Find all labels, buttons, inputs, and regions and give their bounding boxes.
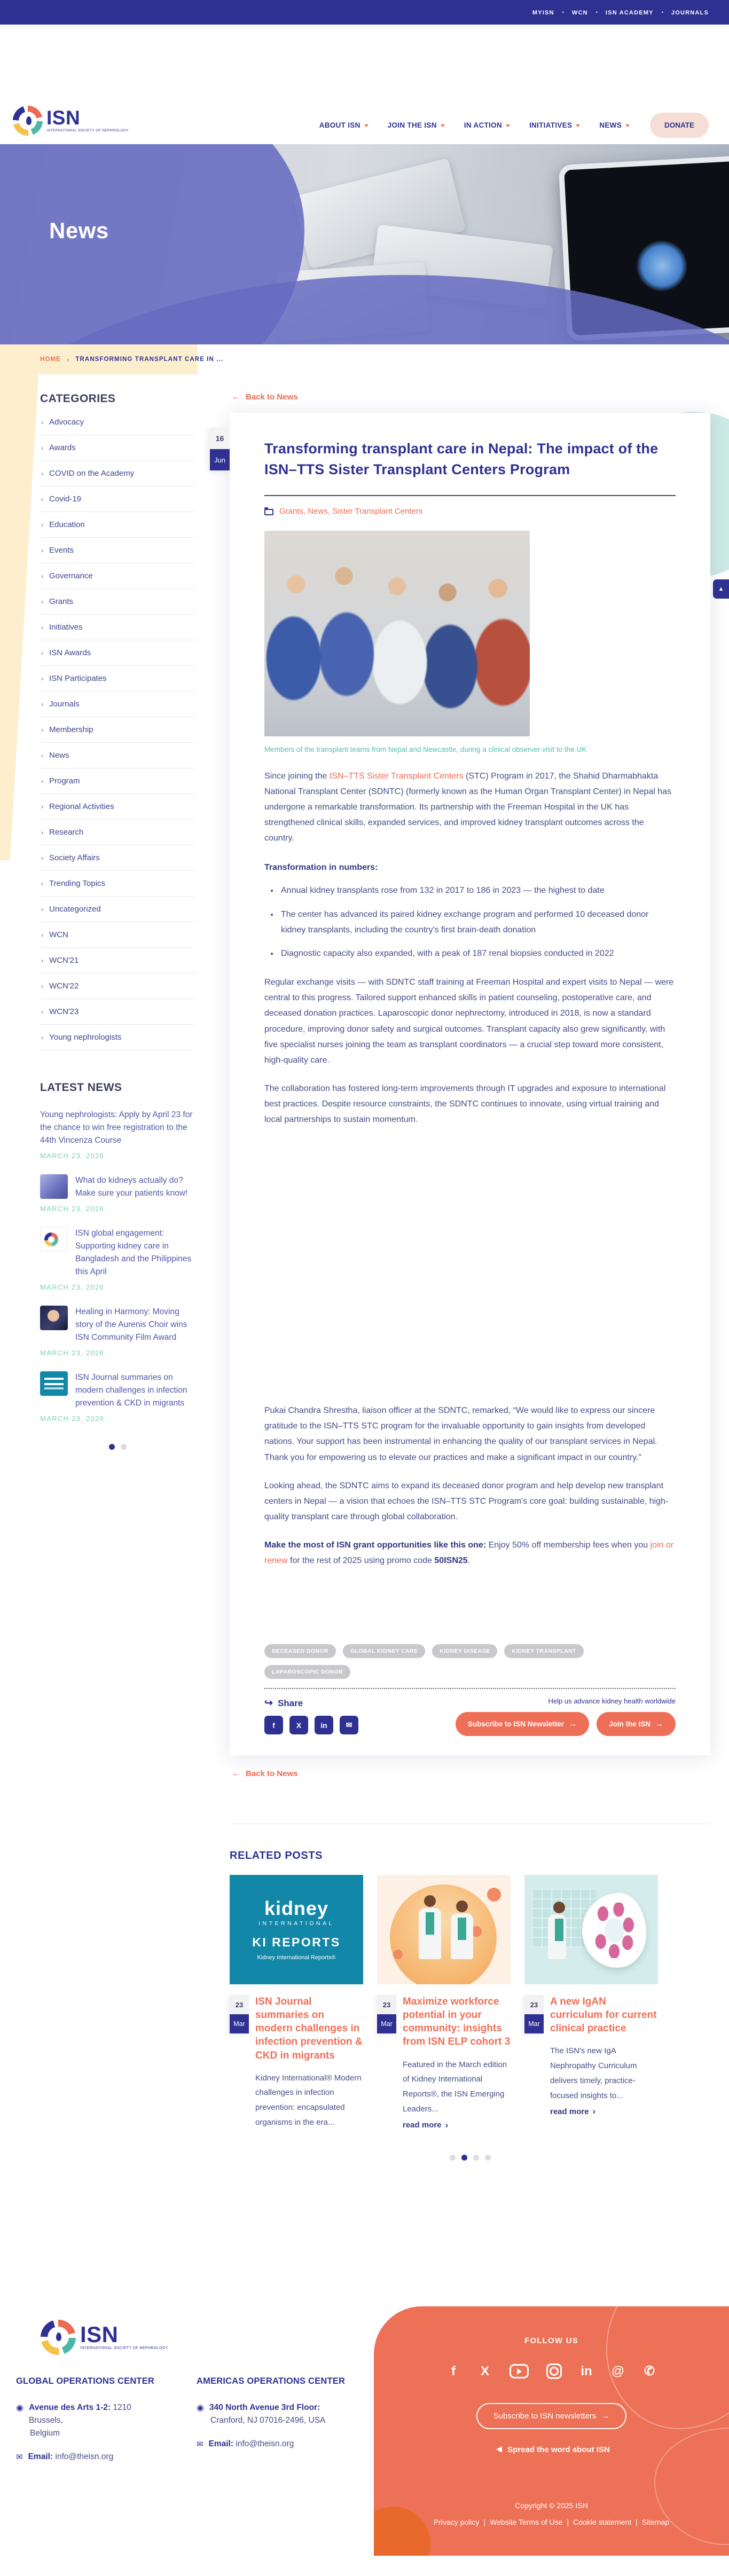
related-date-badge: [377, 1995, 396, 2033]
share-facebook-icon[interactable]: f: [264, 1716, 283, 1734]
numbers-bullet: • Diagnostic capacity also expanded, with a peak of 187 renal biopsies conducted in 2022: [279, 946, 676, 962]
sidebar-item-trending-topics[interactable]: [40, 871, 195, 897]
utility-link: [572, 7, 588, 17]
article-date-day: 16: [210, 428, 230, 449]
envelope-icon: ✉: [197, 2440, 203, 2449]
share-row: [264, 1689, 676, 1741]
isn-logo-text: [80, 2321, 168, 2350]
chevron-right-icon: ›: [41, 931, 43, 939]
email-row: [16, 2452, 167, 2462]
related-post-excerpt: Featured in the March edition of Kidney International Reports®, the ISN Emerging Leaders...: [403, 2060, 507, 2114]
chevron-right-icon: ›: [41, 700, 43, 708]
promo-text: for the rest of 2025 using promo code: [287, 1556, 435, 1566]
article-date-badge: [210, 428, 230, 470]
logo-wordmark: ISN: [46, 107, 81, 129]
footer-left: [0, 2230, 352, 2462]
sidebar-item-events[interactable]: [40, 538, 195, 563]
sidebar: [40, 391, 195, 2166]
categories-heading: CATEGORIES: [40, 392, 116, 405]
article-paragraph: Regular exchange visits — with SDNTC staff training at Freeman Hospital and expert visits to Nepal — were central to this progress. Tailored support enhanced skills in patient counseling, postoperative care, and deceased donation practices. Laparoscopic donor nephrectomy, introduced in 2018, is now a standard procedure, improving donor safety and surgical outcomes. Transplant capacity also grew significantly, with five specialist nurses joining the team as transplant coordinators — a crucial step toward more consistent, high-quality care.: [264, 978, 674, 1065]
related-date-badge: [230, 1995, 249, 2033]
news-thumbnail: [40, 1174, 68, 1199]
tag-pill[interactable]: KIDNEY DISEASE: [432, 1644, 497, 1658]
embed-placeholder: [264, 1140, 676, 1390]
scroll-to-top-button[interactable]: ▲: [713, 579, 729, 599]
footer-x-icon[interactable]: X: [480, 2363, 489, 2378]
category-label: Uncategorized: [49, 905, 101, 914]
nav-item-label: JOIN THE ISN: [387, 121, 437, 129]
category-label: Young nephrologists: [49, 1033, 122, 1042]
news-item-date: MARCH 23, 2026: [40, 1283, 105, 1292]
utility-nav: [0, 0, 729, 25]
sidebar-item-society-affairs[interactable]: [40, 845, 195, 871]
photo-caption: Members of the transplant teams from Nepal and Newcastle, during a clinical observer visit to the UK: [264, 745, 587, 754]
category-label: WCN'21: [49, 956, 79, 965]
logo-tagline: INTERNATIONAL SOCIETY OF NEPHROLOGY: [80, 2346, 168, 2350]
category-label: Trending Topics: [49, 879, 106, 888]
article-categories-row: [264, 507, 676, 516]
news-item-title: Young nephrologists: Apply by April 23 for the chance to win free registration to the 44th Vincenza Course: [40, 1110, 193, 1145]
spread-word-link[interactable]: [374, 2445, 729, 2454]
share-block: [264, 1697, 358, 1734]
nav-item-label: NEWS: [599, 121, 622, 129]
carousel-dot[interactable]: [473, 2155, 479, 2161]
doctor-figure: [419, 1908, 441, 1959]
category-label: Program: [49, 776, 80, 786]
footer-instagram-icon[interactable]: [546, 2363, 562, 2379]
utility-link: [671, 7, 709, 17]
center-heading: AMERICAS OPERATIONS CENTER: [197, 2376, 346, 2386]
category-label: Advocacy: [49, 418, 84, 427]
article-photo: [264, 531, 530, 736]
utility-separator-icon: •: [661, 10, 663, 15]
related-post-title[interactable]: A new IgAN curriculum for current clinical practice: [550, 1996, 657, 2035]
numbers-bullet-list: [264, 883, 676, 962]
isn-logo[interactable]: [13, 106, 129, 136]
related-date-badge: [524, 1995, 544, 2033]
email-text: Email: info@theisn.org: [28, 2452, 114, 2462]
tag-pill[interactable]: KIDNEY TRANSPLANT: [504, 1644, 583, 1658]
utility-link: [606, 7, 654, 17]
image-text: Kidney International Reports®: [257, 1954, 336, 1961]
article-column: [214, 391, 710, 2166]
nav-item-label: INITIATIVES: [529, 121, 573, 129]
promo-text: .: [467, 1556, 471, 1566]
image-text: INTERNATIONAL: [258, 1920, 334, 1927]
latest-news-heading: LATEST NEWS: [40, 1081, 122, 1094]
related-date-day: 23: [377, 1995, 396, 2014]
location-pin-icon: ◉: [16, 2403, 23, 2413]
address-text: 340 North Avenue 3rd Floor:: [209, 2402, 320, 2412]
share-x-icon[interactable]: X: [289, 1716, 308, 1734]
related-post-card[interactable]: [524, 1875, 658, 2133]
latest-news-list: [40, 1109, 195, 1423]
related-post-image: [377, 1875, 511, 1984]
chevron-right-icon: ›: [41, 623, 43, 631]
operations-centers: [16, 2376, 352, 2462]
chevron-right-icon: ›: [41, 521, 43, 529]
sidebar-item-initiatives[interactable]: [40, 615, 195, 640]
utility-links: [532, 7, 709, 17]
email-row: [197, 2439, 347, 2449]
chevron-right-icon: ›: [41, 751, 43, 759]
address-line2: Belgium: [30, 2429, 60, 2438]
footer-whatsapp-icon[interactable]: ✆: [644, 2364, 655, 2379]
legal-link-cookie-statement[interactable]: Cookie statement: [573, 2517, 632, 2526]
share-icon: ↪: [264, 1698, 273, 1709]
image-text: KI REPORTS: [252, 1935, 341, 1949]
related-date-day: 23: [524, 1995, 544, 2014]
article-paragraph: Looking ahead, the SDNTC aims to expand its deceased donor program and help develop new transplant centers in Nepal — a vision that echoes the ISN–TTS STC Program's core goal: building sustainable, high-quality transplant care through global collaboration.: [264, 1481, 669, 1521]
envelope-icon: ✉: [16, 2453, 23, 2462]
doctor-figure: [548, 1914, 566, 1959]
join-isn-button[interactable]: Join the ISN →: [597, 1712, 676, 1736]
article-card: [214, 413, 710, 1755]
site-footer: [0, 2230, 729, 2576]
related-date-day: 23: [230, 1995, 249, 2014]
breadcrumb-bar: [0, 344, 729, 374]
paragraph-text: (STC) Program in 2017, the Shahid Dharmabhakta National Transplant Center (SDNTC) (formerly known as the Human Organ Transplant Center) in Nepal has undergone a remarkable transformation. Its partnership with the Freeman Hospital in the UK has strengthened clinical skills, expanded services, and improved kidney transplant outcomes across the country.: [264, 771, 672, 843]
article-date-month: Jun: [210, 449, 230, 470]
utility-link-myisn[interactable]: MYISN: [532, 10, 554, 16]
legal-separator: |: [483, 2517, 486, 2526]
sidebar-item-advocacy[interactable]: [40, 410, 195, 435]
chevron-down-icon: [364, 124, 369, 127]
chevron-right-icon: ›: [41, 854, 43, 862]
doctor-figure: [451, 1913, 473, 1959]
follow-us-heading: FOLLOW US: [524, 2336, 578, 2345]
sidebar-item-wcn[interactable]: [40, 922, 195, 948]
article-paragraph: The collaboration has fostered long-term improvements through IT upgrades and exposure to international best practices. Despite resource constraints, the SDNTC continues to innovate, using virtual training and local partnerships to sustain momentum.: [264, 1083, 666, 1125]
sidebar-item-grants[interactable]: [40, 589, 195, 615]
nav-item-initiatives[interactable]: [529, 121, 580, 129]
news-item-date: MARCH 23, 2026: [40, 1415, 105, 1423]
sidebar-item-governance[interactable]: [40, 563, 195, 589]
chevron-right-icon: ›: [41, 674, 43, 682]
article-paragraph: [264, 768, 676, 846]
chevron-right-icon: ›: [41, 469, 43, 477]
sidebar-item-news[interactable]: [40, 743, 195, 768]
category-label: ISN Awards: [49, 648, 91, 657]
category-label: ISN Participates: [49, 674, 107, 683]
tag-pills-row: [264, 1644, 676, 1679]
sidebar-item-research[interactable]: [40, 820, 195, 845]
carousel-dot[interactable]: [450, 2155, 456, 2161]
latest-news-item[interactable]: [40, 1227, 195, 1291]
tag-pill[interactable]: LAPAROSCOPIC DONOR: [264, 1665, 350, 1679]
related-post-excerpt: Kidney International® Modern challenges in infection prevention: encapsulated organisms in the era...: [255, 2073, 362, 2127]
spacer: [264, 1581, 676, 1644]
nav-item-label: ABOUT ISN: [319, 121, 360, 129]
main-nav: [319, 121, 630, 136]
logo-tagline: INTERNATIONAL SOCIETY OF NEPHROLOGY: [46, 128, 129, 132]
breadcrumb-separator-icon: ›: [66, 355, 70, 364]
related-carousel-dots: [230, 2155, 710, 2161]
footer-coral-panel: [374, 2306, 729, 2556]
sidebar-item-isn-participates[interactable]: [40, 666, 195, 692]
stc-program-link[interactable]: ISN–TTS Sister Transplant Centers: [329, 771, 464, 781]
utility-link: [532, 7, 554, 17]
related-post-title[interactable]: Maximize workforce potential in your community: insights from ISN ELP cohort 3: [403, 1996, 511, 2048]
sidebar-item-wcn-21[interactable]: [40, 948, 195, 973]
news-thumbnail: [40, 1227, 68, 1252]
sidebar-item-membership[interactable]: [40, 717, 195, 743]
related-post-image: [524, 1875, 658, 1984]
copyright-text: Copyright © 2025 ISN: [515, 2501, 588, 2510]
email-link[interactable]: info@theisn.org: [233, 2439, 294, 2449]
category-label: WCN'22: [49, 981, 79, 991]
promo-bold-text: Make the most of ISN grant opportunities like this one:: [264, 1541, 487, 1550]
chevron-right-icon: ›: [41, 879, 43, 888]
footer-threads-icon[interactable]: @: [612, 2363, 624, 2378]
join-or-renew-link[interactable]: join or renew: [264, 1541, 674, 1566]
footer-social-icons: [374, 2363, 729, 2379]
related-posts-heading: RELATED POSTS: [230, 1850, 323, 1862]
utility-link-isn-academy[interactable]: ISN ACADEMY: [605, 10, 654, 16]
nav-item-join-the-isn[interactable]: [388, 121, 445, 129]
email-link[interactable]: info@theisn.org: [53, 2452, 114, 2462]
numbers-bullet: • The center has advanced its paired kidney exchange program and performed 10 deceased donor kidney transplants, including the country's first brain-death donation: [279, 907, 676, 938]
news-thumbnail: [40, 1371, 68, 1396]
sidebar-item-young-nephrologists[interactable]: [40, 1025, 195, 1050]
share-linkedin-icon[interactable]: in: [315, 1716, 333, 1734]
footer-isn-logo[interactable]: [41, 2320, 352, 2355]
chevron-right-icon: ›: [41, 803, 43, 811]
category-label: Research: [49, 828, 84, 837]
promo-code: 50ISN25: [434, 1556, 468, 1566]
sidebar-item-covid-19[interactable]: [40, 486, 195, 512]
article-title: Transforming transplant care in Nepal: The impact of the ISN–TTS Sister Transplant Centers Program: [264, 441, 659, 478]
chevron-right-icon: ›: [41, 982, 43, 990]
breadcrumb: [40, 356, 223, 364]
sidebar-item-education[interactable]: [40, 512, 195, 538]
latest-news-item[interactable]: [40, 1306, 195, 1357]
chevron-right-icon: ›: [41, 444, 43, 452]
carousel-dot[interactable]: [121, 1444, 127, 1450]
isn-logo-text: [46, 109, 129, 132]
related-post-image: [230, 1875, 363, 1984]
related-post-title[interactable]: ISN Journal summaries on modern challenges in infection prevention & CKD in migrants: [255, 1996, 363, 2061]
promo-paragraph: [264, 1537, 676, 1568]
legal-link-sitemap[interactable]: Sitemap: [641, 2517, 670, 2526]
sidebar-item-uncategorized[interactable]: [40, 897, 195, 922]
spread-word-label: Spread the word about ISN: [507, 2445, 610, 2454]
latest-news-item[interactable]: [40, 1174, 195, 1213]
footer-linkedin-icon[interactable]: in: [581, 2363, 592, 2378]
orange-circle-decoration: [374, 2507, 430, 2556]
image-text: kidney: [264, 1897, 329, 1919]
category-label: WCN: [49, 930, 68, 939]
chevron-down-icon: [576, 124, 580, 127]
category-label: Society Affairs: [49, 853, 100, 862]
chevron-right-icon: ›: [41, 1033, 43, 1041]
chevron-right-icon: ›: [41, 546, 43, 554]
legal-links: [374, 2518, 729, 2526]
nav-item-in-action[interactable]: [464, 121, 510, 129]
breadcrumb-current: TRANSFORMING TRANSPLANT CARE IN ...: [75, 356, 224, 363]
related-date-month: Mar: [524, 2014, 544, 2033]
back-to-news-link-bottom[interactable]: ← Back to News: [232, 1768, 298, 1779]
news-item-title: ISN global engagement: Supporting kidney care in Bangladesh and the Philippines this April: [75, 1229, 192, 1277]
news-item-title: Healing in Harmony: Moving story of the Aurenis Choir wins ISN Community Film Award: [75, 1307, 187, 1342]
isn-logo-icon: [13, 106, 43, 136]
numbers-heading: Transformation in numbers:: [264, 863, 378, 873]
nav-item-about-isn[interactable]: [319, 121, 369, 129]
read-more-link[interactable]: read more ›: [403, 2120, 448, 2131]
hero-banner: [0, 144, 729, 344]
news-item-date: MARCH 23, 2026: [40, 1349, 105, 1357]
kidney-illustration: [582, 1893, 646, 1968]
dna-decoration: [393, 1950, 403, 1959]
megaphone-icon: [493, 2446, 502, 2453]
utility-separator-icon: •: [562, 10, 564, 15]
carousel-dot[interactable]: [485, 2155, 491, 2161]
logo-wordmark: ISN: [80, 2321, 119, 2347]
location-pin-icon: ◉: [197, 2403, 204, 2413]
help-text: Help us advance kidney health worldwide: [548, 1697, 676, 1706]
subscribe-newsletter-button[interactable]: Subscribe to ISN Newsletter →: [456, 1712, 589, 1736]
chevron-right-icon: ›: [41, 905, 43, 913]
chevron-right-icon: ›: [41, 598, 43, 606]
sidebar-item-wcn-23[interactable]: [40, 999, 195, 1025]
folder-icon: [264, 509, 273, 515]
utility-separator-icon: •: [595, 10, 598, 15]
sidebar-item-journals[interactable]: [40, 692, 195, 717]
category-label: Education: [49, 520, 85, 529]
center-heading: GLOBAL OPERATIONS CENTER: [16, 2376, 155, 2386]
category-label: Membership: [49, 725, 93, 734]
category-label: News: [49, 751, 69, 760]
nav-item-news[interactable]: [599, 121, 630, 129]
chevron-right-icon: ›: [41, 777, 43, 785]
chevron-right-icon: ›: [41, 1008, 43, 1016]
news-item-date: MARCH 23, 2026: [40, 1205, 105, 1213]
sidebar-item-regional-activities[interactable]: [40, 794, 195, 820]
share-email-icon[interactable]: ✉: [340, 1716, 358, 1734]
article-paragraph: Pukai Chandra Shrestha, liaison officer at the SDNTC, remarked, “We would like to express our sincere gratitude to the ISN–TTS STC program for the invaluable opportunity to gain insights from developed nations. Your support has been instrumental in enhancing the quality of our transplant services in Nepal. Thank you for empowering us to elevate our practices and make a significant impact in our country.”: [264, 1406, 657, 1462]
read-more-link[interactable]: read more ›: [550, 2106, 595, 2117]
article-category-links[interactable]: Grants, News, Sister Transplant Centers: [279, 507, 423, 516]
news-item-date: MARCH 23, 2026: [40, 1152, 105, 1160]
news-item-title: ISN Journal summaries on modern challenges in infection prevention & CKD in migrants: [75, 1373, 187, 1408]
legal-separator: |: [636, 2517, 638, 2526]
chevron-right-icon: ›: [41, 828, 43, 836]
numbers-bullet: • Annual kidney transplants rose from 132 in 2017 to 186 in 2023 — the highest to date: [279, 883, 676, 899]
category-label: Covid-19: [49, 494, 82, 504]
back-to-news-link[interactable]: ← Back to News: [232, 391, 298, 402]
footer-youtube-icon[interactable]: [509, 2364, 529, 2378]
tag-pill[interactable]: GLOBAL KIDNEY CARE: [343, 1644, 425, 1658]
donate-button[interactable]: DONATE: [650, 113, 709, 138]
carousel-dot-active[interactable]: [109, 1444, 115, 1450]
nav-item-label: IN ACTION: [464, 121, 502, 129]
share-label-row: [264, 1697, 358, 1709]
category-label: COVID on the Academy: [49, 469, 135, 478]
newsletter-row: [374, 2403, 729, 2429]
chevron-down-icon: [625, 124, 630, 127]
sidebar-item-awards[interactable]: [40, 435, 195, 461]
latest-news-item[interactable]: [40, 1371, 195, 1423]
global-operations-center: [16, 2376, 167, 2462]
cta-block: [456, 1697, 676, 1736]
category-label: WCN'23: [49, 1007, 79, 1016]
related-date-month: Mar: [377, 2014, 396, 2033]
utility-link-journals[interactable]: JOURNALS: [671, 10, 709, 16]
sidebar-item-wcn-22[interactable]: [40, 973, 195, 999]
paragraph-text: Since joining the: [264, 771, 330, 781]
category-label: Grants: [49, 597, 74, 606]
category-label: Governance: [49, 571, 93, 580]
share-label: Share: [277, 1698, 303, 1708]
main-content: [0, 374, 729, 2166]
chevron-right-icon: ›: [41, 572, 43, 580]
legal-separator: |: [567, 2517, 569, 2526]
cream-wedge-decoration: [0, 374, 38, 860]
related-date-month: Mar: [230, 2014, 249, 2033]
subscribe-newsletters-button[interactable]: Subscribe to ISN newsletters →: [476, 2403, 627, 2429]
latest-news-carousel-dots: [40, 1444, 195, 1450]
category-label: Regional Activities: [49, 802, 114, 811]
category-label: Initiatives: [49, 623, 83, 632]
legal-link-privacy-policy[interactable]: Privacy policy: [433, 2517, 480, 2526]
address-line2: Cranford, NJ 07016-2496, USA: [210, 2416, 326, 2425]
related-post-card[interactable]: [377, 1875, 511, 2133]
news-item-title: What do kidneys actually do? Make sure your patients know!: [75, 1176, 188, 1198]
address-text: Avenue des Arts 1-2: 1210 Brussels,: [28, 2402, 131, 2425]
news-thumbnail: [40, 1306, 68, 1330]
share-buttons: [264, 1716, 358, 1734]
breadcrumb-home-link[interactable]: HOME: [40, 356, 61, 363]
hero-title: News: [49, 218, 109, 243]
address-row: [197, 2401, 347, 2415]
site-header: [0, 25, 729, 144]
related-posts-grid: [230, 1875, 710, 2133]
category-label: Awards: [49, 443, 76, 452]
categories-list: [40, 410, 195, 1050]
carousel-dot-active[interactable]: [461, 2155, 467, 2161]
address-row: [16, 2401, 167, 2428]
chevron-right-icon: ›: [41, 418, 43, 426]
chevron-down-icon: [506, 124, 510, 127]
email-text: Email: info@theisn.org: [208, 2439, 294, 2449]
category-label: Journals: [49, 700, 80, 709]
chevron-down-icon: [441, 124, 445, 127]
tag-pill[interactable]: DECEASED DONOR: [264, 1644, 336, 1658]
related-posts-section: [230, 1824, 710, 2160]
cta-buttons: [456, 1712, 676, 1736]
title-divider: [264, 495, 676, 496]
sidebar-item-program[interactable]: [40, 768, 195, 794]
promo-text: Enjoy 50% off membership fees when you: [486, 1541, 650, 1550]
chevron-right-icon: ›: [41, 726, 43, 734]
dna-decoration: [487, 1888, 501, 1902]
utility-link-wcn[interactable]: WCN: [571, 10, 588, 16]
category-label: Events: [49, 546, 74, 555]
footer-facebook-icon[interactable]: f: [451, 2363, 456, 2378]
chevron-right-icon: ›: [41, 956, 43, 964]
sidebar-item-isn-awards[interactable]: [40, 640, 195, 666]
related-post-excerpt: The ISN's new IgA Nephropathy Curriculum delivers timely, practice-focused insights to...: [550, 2046, 637, 2100]
legal-link-website-terms-of-use[interactable]: Website Terms of Use: [490, 2517, 563, 2526]
americas-operations-center: [197, 2376, 347, 2462]
latest-news-item[interactable]: [40, 1109, 195, 1160]
related-post-card[interactable]: [230, 1875, 363, 2133]
chevron-right-icon: ›: [41, 649, 43, 657]
sidebar-item-covid-on-the-academy[interactable]: [40, 461, 195, 486]
chevron-right-icon: ›: [41, 495, 43, 503]
isn-logo-icon: [41, 2320, 76, 2355]
